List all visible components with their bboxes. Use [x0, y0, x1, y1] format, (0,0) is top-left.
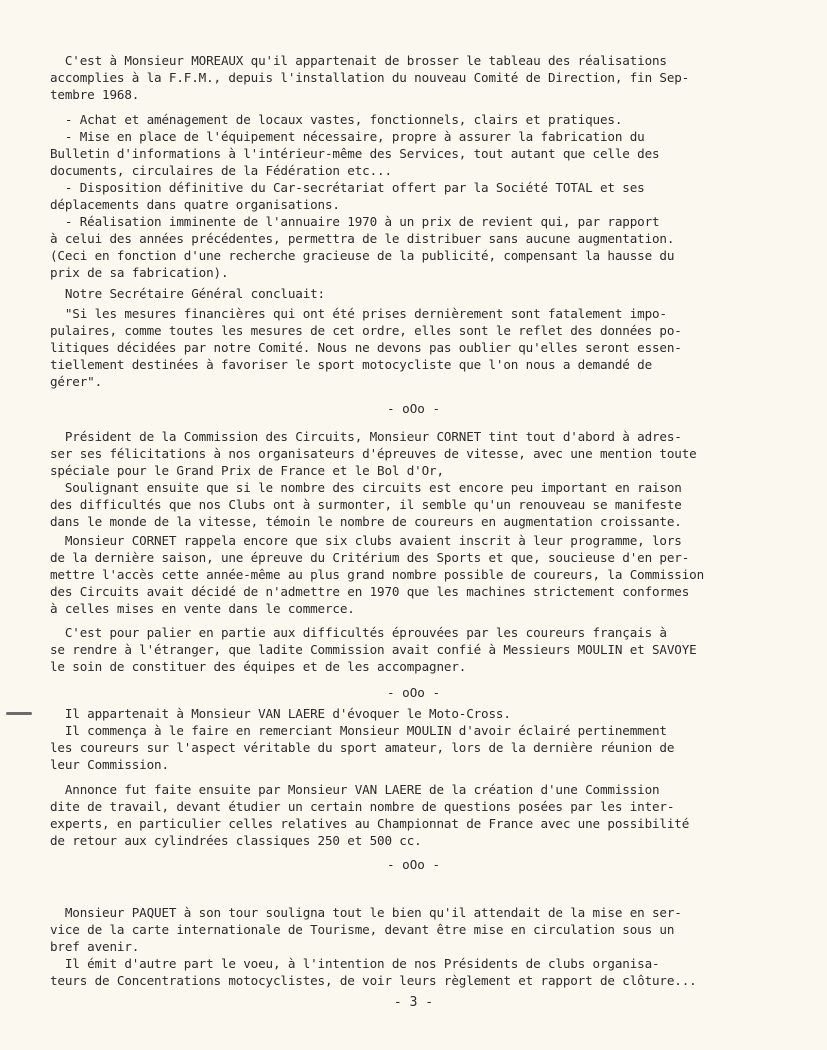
paragraph-realisations-list: - Achat et aménagement de locaux vastes, fonctionnels, clairs et pratiques. - Mise en place de l'équipement nécessaire, propre à assurer la fabrication du Bulletin d'informations à l'intérieur-même des Services, tout autant que celle des documents, circulaires de la Fédération etc... - Disposition définitive du Car-secrétariat offert par la Société TOTAL et ses déplacements dans quatre organisations. - Réalisation imminente de l'annuaire 1970 à un prix de revient qui, par rapport à celui des années précédentes, permettra de le distribuer sans aucune augmentation. (Ceci en fonction d'une recherche gracieuse de la publicité, compensant la hausse du prix de sa fabrication).: [50, 112, 675, 280]
separator: - oOo -: [386, 401, 441, 416]
paragraph-cornet-circuits: Président de la Commission des Circuits, Monsieur CORNET tint tout d'abord à adres- ser ses félicitations à nos organisateurs d'épreuves de vitesse, avec une mention toute spéciale pour le Grand Prix de France et le Bol d'Or, Soulignant ensuite que si le nombre des circuits est encore peu important en raison des difficultés que nos Clubs ont à surmonter, il semble qu'un renouveau se manifeste dans le monde de la vitesse, témoin le nombre de coureurs en augmentation croissante.: [50, 429, 697, 529]
paragraph-commission-travail: Annonce fut faite ensuite par Monsieur VAN LAERE de la création d'une Commission dite de travail, devant étudier un certain nombre de questions posées par les inter- experts, en particulier celles relatives au Championnat de France avec une possibilité de retour aux cylindrées classiques 250 et 500 cc.: [50, 782, 690, 848]
margin-mark: [6, 712, 32, 715]
paragraph-cornet-criterium: Monsieur CORNET rappela encore que six clubs avaient inscrit à leur programme, lors de la dernière saison, une épreuve du Critérium des Sports et que, soucieuse d'en per- mettre l'accès cette année-même au plus grand nombre possible de coureurs, la Commission des Circuits avait décidé de n'admettre en 1970 que les machines strictement conformes à celles mises en vente dans le commerce.: [50, 533, 705, 616]
paragraph-paquet-tourisme: Monsieur PAQUET à son tour souligna tout le bien qu'il attendait de la mise en ser- vice de la carte internationale de Tourisme, devant être mise en circulation sous un bref avenir. Il émit d'autre part le voeu, à l'intention de nos Présidents de clubs organisa- teurs de Concentrations motocyclistes, de voir leurs règlement et rapport de clôture...: [50, 905, 697, 988]
paragraph-secretaire-general: Notre Secrétaire Général concluait:: [50, 286, 325, 301]
paragraph-van-laere-motocross: Il appartenait à Monsieur VAN LAERE d'évoquer le Moto-Cross. Il commença à le faire en remerciant Monsieur MOULIN d'avoir éclairé pertinemment les coureurs sur l'aspect véritable du sport amateur, lors de la dernière réunion de leur Commission.: [50, 706, 675, 772]
page-number: - 3 -: [393, 995, 434, 1010]
paragraph-difficultes-etranger: C'est pour palier en partie aux difficultés éprouvées par les coureurs français à se rendre à l'étranger, que ladite Commission avait confié à Messieurs MOULIN et SAVOYE le soin de constituer des équipes et de les accompagner.: [50, 625, 697, 674]
paragraph-quote-mesures: "Si les mesures financières qui ont été prises dernièrement sont fatalement impo- pulaires, comme toutes les mesures de cet ordre, elles sont le reflet des données po- litiques décidées par notre Comité. Nous ne devons pas oublier qu'elles seront essen- tiellement destinées à favoriser le sport motocycliste que l'on nous a demandé de gérer".: [50, 306, 682, 389]
separator: - oOo -: [386, 685, 441, 700]
paragraph-moreaux-intro: C'est à Monsieur MOREAUX qu'il appartenait de brosser le tableau des réalisations accomplies à la F.F.M., depuis l'installation du nouveau Comité de Direction, fin Sep- tembre 1968.: [50, 53, 690, 102]
separator: - oOo -: [386, 857, 441, 872]
